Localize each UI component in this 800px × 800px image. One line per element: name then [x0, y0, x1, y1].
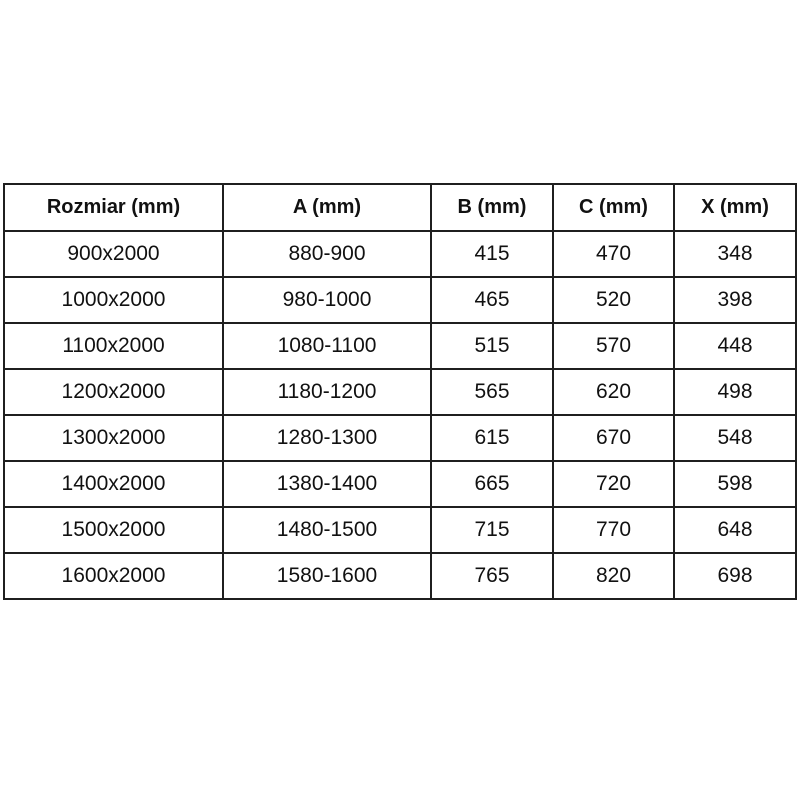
- cell-b: 765: [431, 553, 553, 599]
- table-row: [4, 277, 796, 323]
- cell-rozmiar: 900x2000: [4, 231, 223, 277]
- cell-a: 1480-1500: [223, 507, 431, 553]
- header-cell-rozmiar: Rozmiar (mm): [4, 184, 223, 231]
- cell-c: 470: [553, 231, 674, 277]
- cell-x: 698: [674, 553, 796, 599]
- cell-x: 498: [674, 369, 796, 415]
- cell-a: 1180-1200: [223, 369, 431, 415]
- cell-c: 770: [553, 507, 674, 553]
- cell-a: 1380-1400: [223, 461, 431, 507]
- cell-x: 648: [674, 507, 796, 553]
- cell-b: 665: [431, 461, 553, 507]
- cell-b: 715: [431, 507, 553, 553]
- cell-a: 880-900: [223, 231, 431, 277]
- cell-c: 620: [553, 369, 674, 415]
- cell-c: 820: [553, 553, 674, 599]
- cell-rozmiar: 1200x2000: [4, 369, 223, 415]
- cell-x: 448: [674, 323, 796, 369]
- header-cell-c: C (mm): [553, 184, 674, 231]
- table-row: [4, 323, 796, 369]
- cell-c: 570: [553, 323, 674, 369]
- dimensions-table-wrap: [3, 183, 795, 600]
- cell-b: 565: [431, 369, 553, 415]
- cell-rozmiar: 1600x2000: [4, 553, 223, 599]
- cell-x: 398: [674, 277, 796, 323]
- cell-c: 520: [553, 277, 674, 323]
- cell-b: 515: [431, 323, 553, 369]
- header-cell-a: A (mm): [223, 184, 431, 231]
- table-row: [4, 415, 796, 461]
- cell-x: 598: [674, 461, 796, 507]
- table-row: [4, 507, 796, 553]
- cell-b: 615: [431, 415, 553, 461]
- cell-rozmiar: 1300x2000: [4, 415, 223, 461]
- header-row: [4, 184, 796, 231]
- dimensions-table: [3, 183, 797, 600]
- cell-a: 1280-1300: [223, 415, 431, 461]
- table-row: [4, 553, 796, 599]
- cell-rozmiar: 1400x2000: [4, 461, 223, 507]
- cell-c: 670: [553, 415, 674, 461]
- cell-rozmiar: 1000x2000: [4, 277, 223, 323]
- cell-x: 348: [674, 231, 796, 277]
- cell-a: 1580-1600: [223, 553, 431, 599]
- cell-b: 415: [431, 231, 553, 277]
- header-cell-x: X (mm): [674, 184, 796, 231]
- cell-x: 548: [674, 415, 796, 461]
- cell-a: 980-1000: [223, 277, 431, 323]
- cell-rozmiar: 1500x2000: [4, 507, 223, 553]
- cell-b: 465: [431, 277, 553, 323]
- header-cell-b: B (mm): [431, 184, 553, 231]
- cell-c: 720: [553, 461, 674, 507]
- cell-rozmiar: 1100x2000: [4, 323, 223, 369]
- table-row: [4, 231, 796, 277]
- table-row: [4, 461, 796, 507]
- table-row: [4, 369, 796, 415]
- cell-a: 1080-1100: [223, 323, 431, 369]
